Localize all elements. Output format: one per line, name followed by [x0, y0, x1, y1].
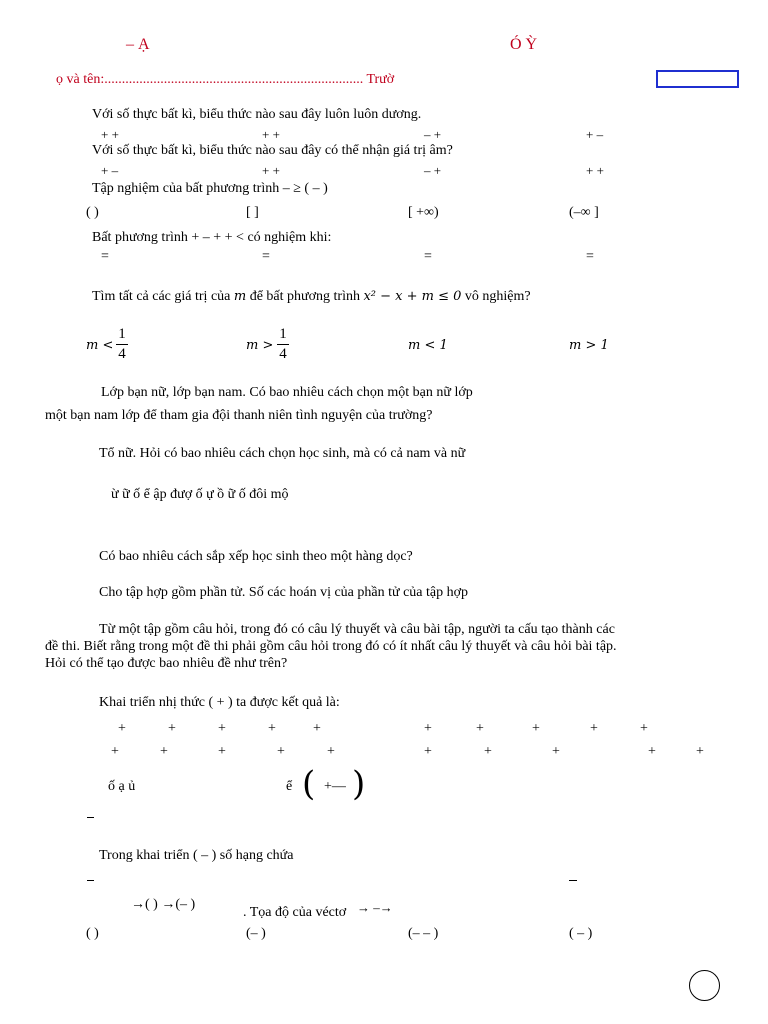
- question-1-text: Với số thực bất kì, biểu thức nào sau đây luôn luôn dương.: [92, 107, 422, 122]
- q3-option-b[interactable]: [ ]: [246, 205, 259, 220]
- q12-r1-plus-10: +: [640, 721, 648, 736]
- q2-option-b[interactable]: + +: [262, 163, 280, 178]
- q14-dash-left: [87, 880, 94, 881]
- question-11-line-1: Từ một tập gồm câu hỏi, trong đó có câu lý thuyết và câu bài tập, người ta cấu tạo thành các: [99, 622, 615, 637]
- q15-option-a[interactable]: ( ): [86, 926, 99, 941]
- header-right-fragment: Ó Ỳ: [510, 36, 538, 53]
- header-left-fragment: – Ạ: [126, 36, 150, 53]
- q5-text-after: vô nghiệm?: [464, 289, 531, 304]
- question-8-text: ừ ữ ố ể ập đượ ố ự ồ ữ ố đôi mộ: [111, 487, 289, 502]
- q2-option-c[interactable]: – +: [424, 163, 442, 178]
- question-3-text: Tập nghiệm của bất phương trình – ≥ ( – ): [92, 181, 328, 196]
- q2-option-d[interactable]: + +: [586, 163, 604, 178]
- question-11-line-3: Hỏi có thể tạo được bao nhiêu đề như trên?: [45, 656, 288, 671]
- q12-r2-plus-10: +: [696, 744, 704, 759]
- q12-r1-plus-6: +: [424, 721, 432, 736]
- q3-option-c[interactable]: [ +∞): [408, 205, 439, 220]
- page-number-circle: [689, 970, 720, 1001]
- q12-r2-plus-6: +: [424, 744, 432, 759]
- q15-option-b[interactable]: (– ): [246, 926, 266, 941]
- q13-right-paren: ): [352, 764, 366, 804]
- q5-text-mid: để bất phương trình: [249, 289, 360, 304]
- q12-r1-plus-2: +: [168, 721, 176, 736]
- q12-r1-plus-9: +: [590, 721, 598, 736]
- q4-option-b[interactable]: =: [262, 249, 270, 264]
- question-12-text: Khai triển nhị thức ( + ) ta được kết quả là:: [99, 695, 340, 710]
- q5-option-b-lhs[interactable]: m >: [246, 338, 274, 353]
- question-14-text: Trong khai triển ( – ) số hạng chứa: [99, 848, 294, 863]
- q15-vector-expression: → –→: [357, 900, 393, 915]
- q1-option-a[interactable]: + +: [101, 127, 119, 142]
- q4-option-c[interactable]: =: [424, 249, 432, 264]
- q1-option-d[interactable]: + –: [586, 127, 604, 142]
- q15-option-c[interactable]: (– – ): [408, 926, 439, 941]
- score-box[interactable]: [656, 70, 739, 88]
- q3-option-d[interactable]: (–∞ ]: [569, 205, 599, 220]
- q5-option-b-fraction: [277, 326, 289, 363]
- q12-r2-plus-7: +: [484, 744, 492, 759]
- q5-option-a-num: 1: [118, 326, 126, 342]
- q5-option-d[interactable]: m > 1: [569, 338, 609, 353]
- question-6-line-2: một bạn nam lớp để tham gia đội thanh niên tình nguyện của trường?: [45, 408, 433, 423]
- student-name-line: ọ và tên:.......................................................................... Trườ: [56, 72, 395, 87]
- q14-dash-right: [569, 880, 577, 881]
- q5-option-c[interactable]: m < 1: [408, 338, 448, 353]
- question-4-text: Bất phương trình + – + + < có nghiệm khi:: [92, 230, 332, 245]
- q12-r2-plus-3: +: [218, 744, 226, 759]
- q5-text-before: Tìm tất cả các giá trị của: [92, 289, 231, 304]
- q12-r2-plus-8: +: [552, 744, 560, 759]
- question-13-text-b: ể: [286, 779, 293, 794]
- q12-r1-plus-8: +: [532, 721, 540, 736]
- q1-option-c[interactable]: – +: [424, 127, 442, 142]
- question-7-text: Tổ nữ. Hỏi có bao nhiêu cách chọn học sinh, mà có cả nam và nữ: [99, 446, 466, 461]
- question-13-text-a: ố ạ ủ: [108, 779, 136, 794]
- q12-r2-plus-9: +: [648, 744, 656, 759]
- q5-option-a-fraction: [116, 326, 128, 363]
- q4-option-d[interactable]: =: [586, 249, 594, 264]
- q5-option-a-lhs[interactable]: m <: [86, 338, 114, 353]
- q12-r1-plus-3: +: [218, 721, 226, 736]
- q3-option-a[interactable]: ( ): [86, 205, 99, 220]
- q12-r2-plus-4: +: [277, 744, 285, 759]
- q13-expression: +—: [324, 779, 346, 794]
- question-11-line-2: đề thi. Biết rằng trong một đề thi phải gồm câu hỏi trong đó có ít nhất câu lý thuyết và câu hỏi bài tập.: [45, 639, 617, 654]
- q1-option-b[interactable]: + +: [262, 127, 280, 142]
- q12-r1-plus-1: +: [118, 721, 126, 736]
- q12-r1-plus-5: +: [313, 721, 321, 736]
- q12-r2-plus-1: +: [111, 744, 119, 759]
- q5-var-m: m: [233, 289, 247, 304]
- question-6-line-1: Lớp bạn nữ, lớp bạn nam. Có bao nhiêu cách chọn một bạn nữ lớp: [101, 385, 473, 400]
- question-9-text: Có bao nhiêu cách sắp xếp học sinh theo một hàng dọc?: [99, 549, 413, 564]
- q15-vectors: →( ) →(– ): [131, 897, 196, 912]
- q12-r1-plus-7: +: [476, 721, 484, 736]
- q12-r1-plus-4: +: [268, 721, 276, 736]
- q5-option-a-den: 4: [118, 346, 126, 362]
- q13-left-paren: (: [302, 764, 316, 804]
- q12-r2-plus-5: +: [327, 744, 335, 759]
- q5-option-b-num: 1: [279, 326, 287, 342]
- question-2-text: Với số thực bất kì, biểu thức nào sau đây có thể nhận giá trị âm?: [92, 143, 453, 158]
- q4-option-a[interactable]: =: [101, 249, 109, 264]
- q5-inequality: x² − x + m ≤ 0: [363, 289, 462, 304]
- question-15-text: . Tọa độ của véctơ: [243, 905, 347, 920]
- q2-option-a[interactable]: + –: [101, 163, 119, 178]
- question-10-text: Cho tập hợp gồm phần tử. Số các hoán vị của phần tử của tập hợp: [99, 585, 469, 600]
- q5-option-b-den: 4: [279, 346, 287, 362]
- question-5-text: [92, 289, 531, 305]
- q15-option-d[interactable]: ( – ): [569, 926, 593, 941]
- q13-dash: [87, 817, 94, 818]
- q12-r2-plus-2: +: [160, 744, 168, 759]
